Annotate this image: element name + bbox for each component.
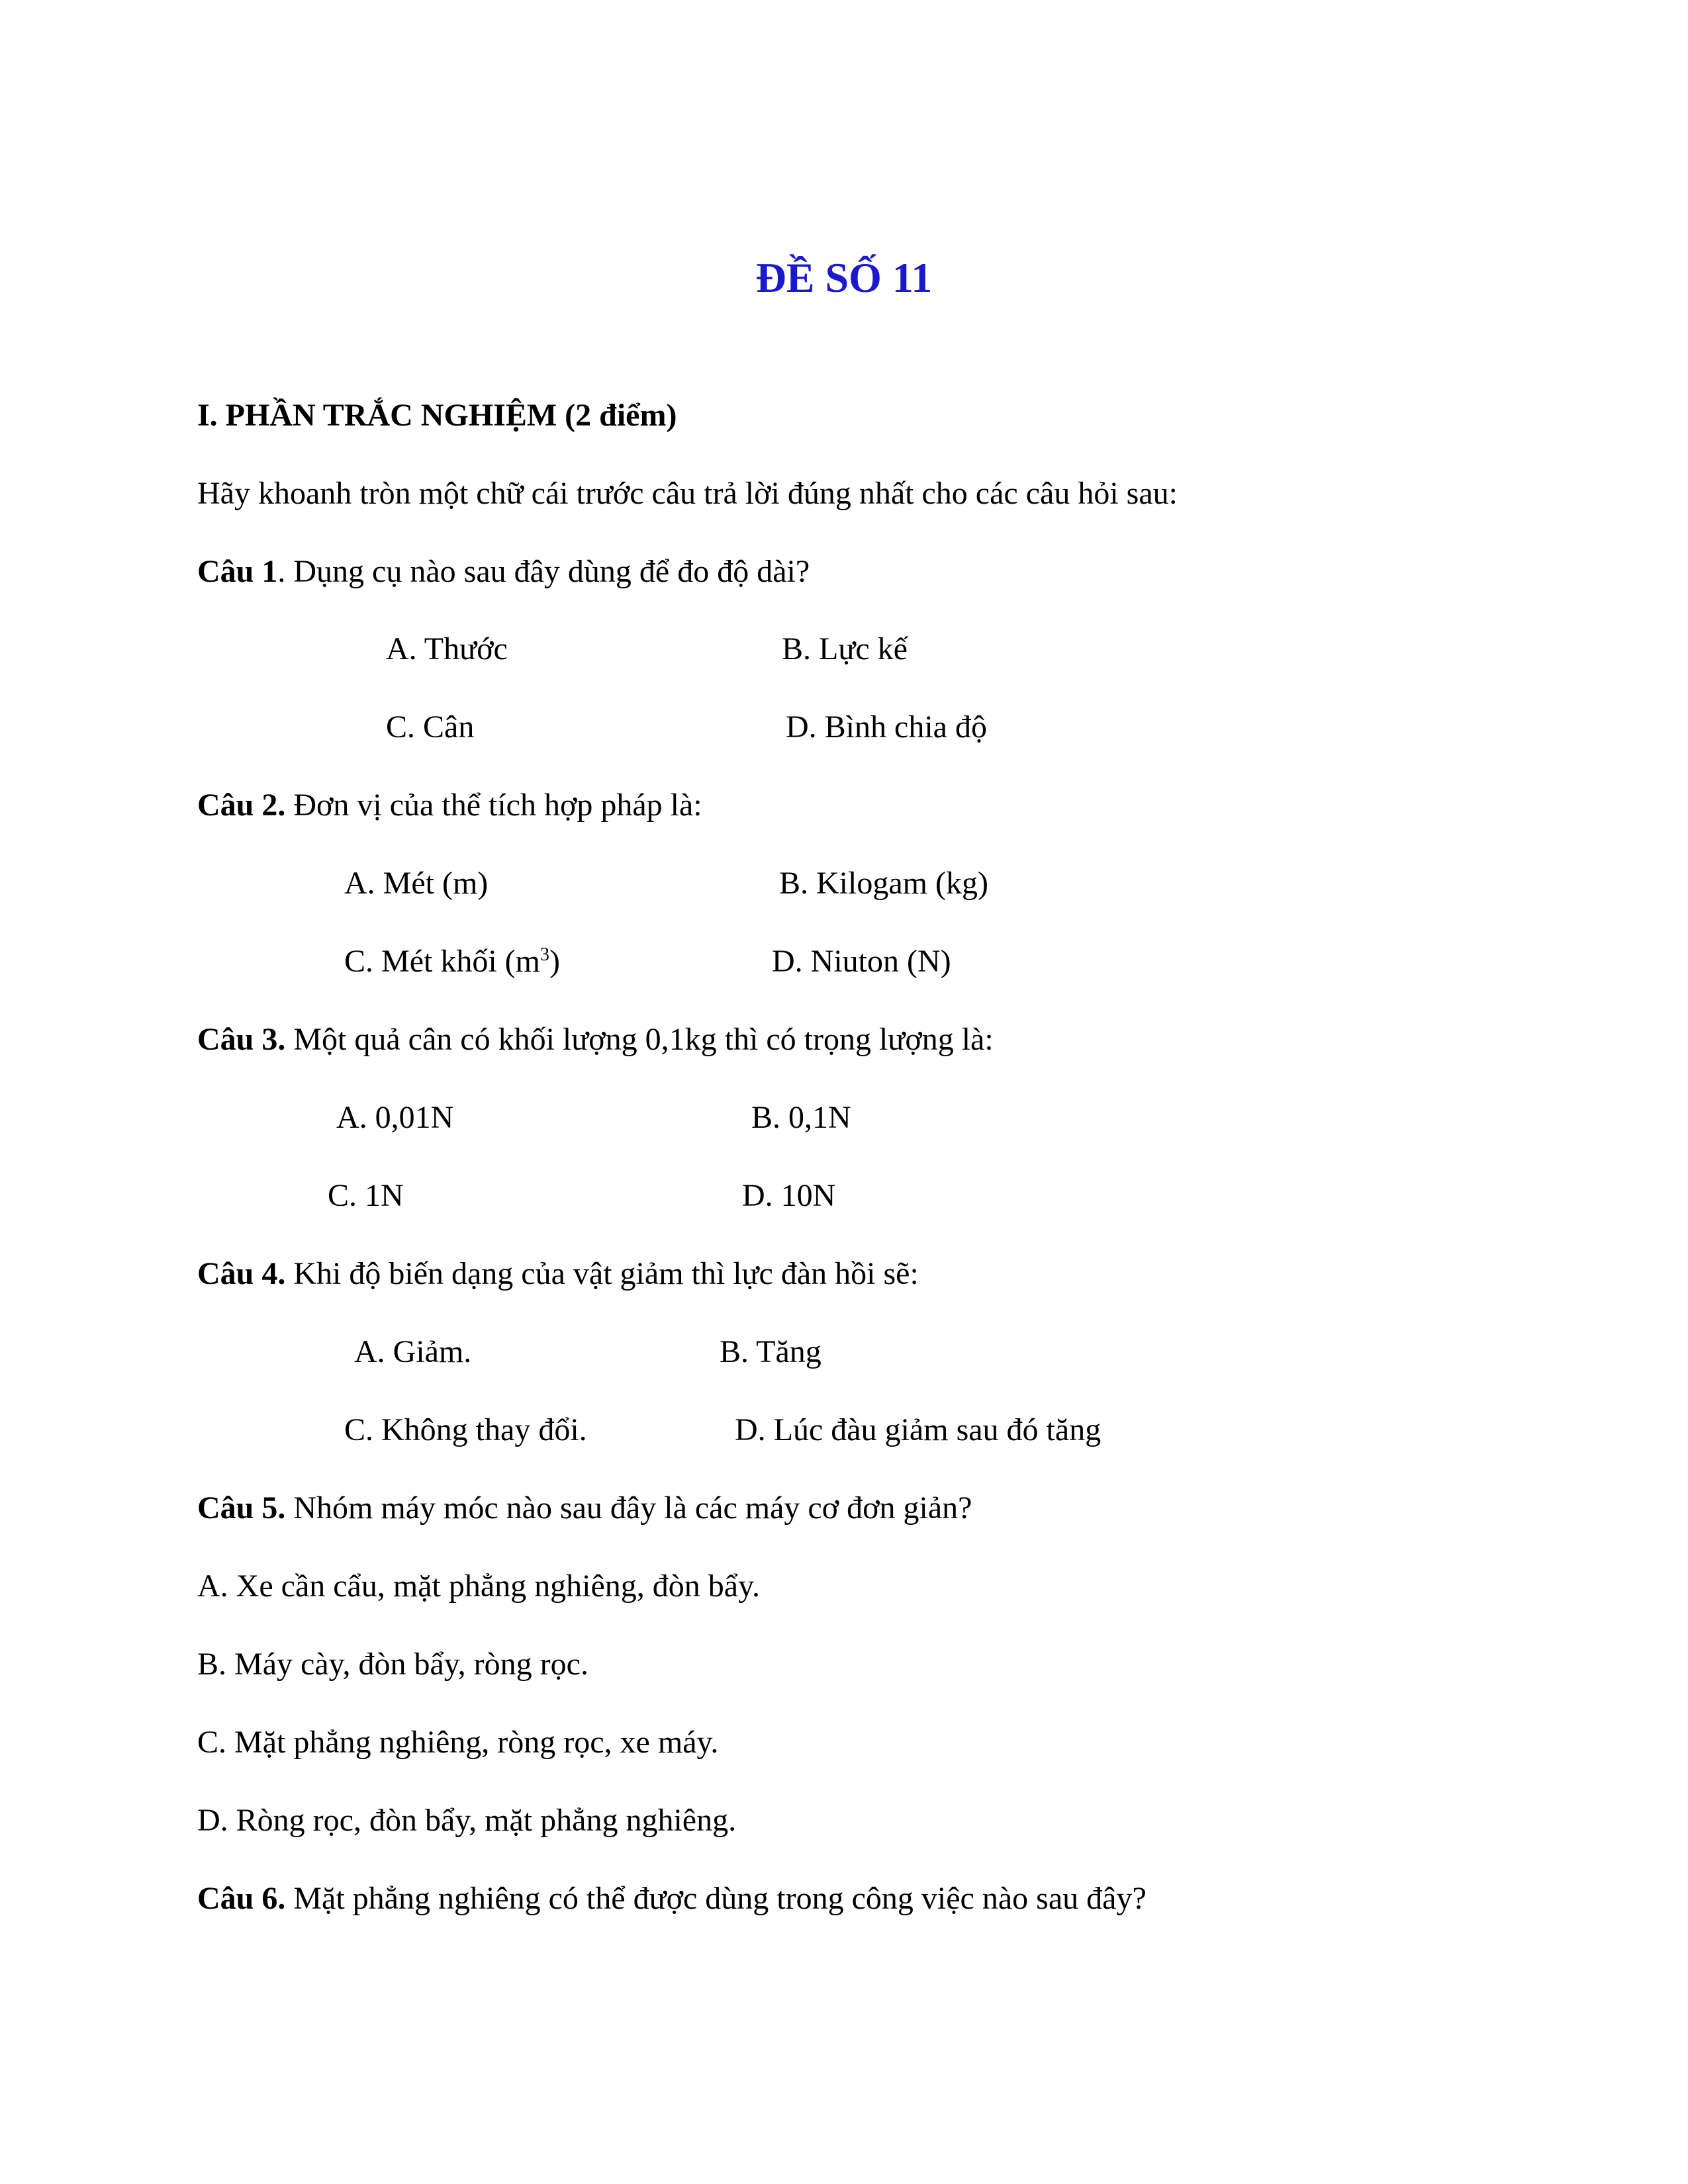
- question-5-option-c: C. Mặt phẳng nghiêng, ròng rọc, xe máy.: [197, 1725, 719, 1760]
- question-4-option-a: A. Giảm.: [354, 1334, 472, 1369]
- question-1-text: . Dụng cụ nào sau đây dùng để đo độ dài?: [277, 554, 810, 589]
- question-2: [197, 786, 702, 825]
- question-5-text: Nhóm máy móc nào sau đây là các máy cơ đơn giản?: [285, 1490, 972, 1525]
- question-3: [197, 1020, 994, 1060]
- question-2-option-d: D. Niuton (N): [772, 944, 951, 979]
- question-6: [197, 1879, 1147, 1919]
- question-3-option-d: D. 10N: [742, 1178, 836, 1213]
- question-2-option-c-close: ): [549, 944, 560, 979]
- question-1-option-c: C. Cân: [386, 709, 475, 745]
- question-3-option-c: C. 1N: [328, 1178, 404, 1213]
- question-5-label: Câu 5.: [197, 1490, 286, 1525]
- instruction-text: Hãy khoanh tròn một chữ cái trước câu trả lời đúng nhất cho các câu hỏi sau:: [197, 476, 1178, 511]
- question-4: [197, 1254, 919, 1294]
- question-1-label: Câu 1: [197, 554, 278, 589]
- question-1-option-b: B. Lực kế: [782, 631, 908, 666]
- question-1-option-a: A. Thước: [386, 631, 508, 666]
- question-2-option-c: [344, 942, 560, 981]
- section-heading: I. PHẦN TRẮC NGHIỆM (2 điểm): [197, 398, 677, 433]
- question-1-option-d: D. Bình chia độ: [786, 709, 987, 745]
- question-6-text: Mặt phẳng nghiêng có thể được dùng trong công việc nào sau đây?: [285, 1881, 1147, 1916]
- question-3-text: Một quả cân có khối lượng 0,1kg thì có trọng lượng là:: [285, 1022, 994, 1057]
- question-2-option-c-text: C. Mét khối (m: [344, 944, 540, 979]
- question-4-option-b: B. Tăng: [720, 1334, 821, 1369]
- question-1: [197, 552, 810, 592]
- question-5-option-b: B. Máy cày, đòn bẩy, ròng rọc.: [197, 1647, 588, 1682]
- question-2-option-c-superscript: 3: [540, 944, 549, 965]
- question-4-option-c: C. Không thay đổi.: [344, 1412, 587, 1447]
- question-3-label: Câu 3.: [197, 1022, 286, 1057]
- question-2-text: Đơn vị của thể tích hợp pháp là:: [285, 788, 702, 823]
- question-5-option-a: A. Xe cần cẩu, mặt phẳng nghiêng, đòn bẩy.: [197, 1569, 760, 1604]
- page-title: ĐỀ SỐ 11: [755, 254, 933, 301]
- question-4-text: Khi độ biến dạng của vật giảm thì lực đàn hồi sẽ:: [285, 1256, 919, 1291]
- question-5: [197, 1488, 972, 1528]
- question-4-label: Câu 4.: [197, 1256, 286, 1291]
- question-2-label: Câu 2.: [197, 788, 286, 823]
- question-5-option-d: D. Ròng rọc, đòn bẩy, mặt phẳng nghiêng.: [197, 1803, 737, 1838]
- question-2-option-a: A. Mét (m): [344, 866, 489, 901]
- question-3-option-a: A. 0,01N: [336, 1100, 454, 1135]
- question-6-label: Câu 6.: [197, 1881, 286, 1916]
- question-2-option-b: B. Kilogam (kg): [779, 866, 988, 901]
- question-4-option-d: D. Lúc đàu giảm sau đó tăng: [735, 1412, 1102, 1447]
- question-3-option-b: B. 0,1N: [751, 1100, 851, 1135]
